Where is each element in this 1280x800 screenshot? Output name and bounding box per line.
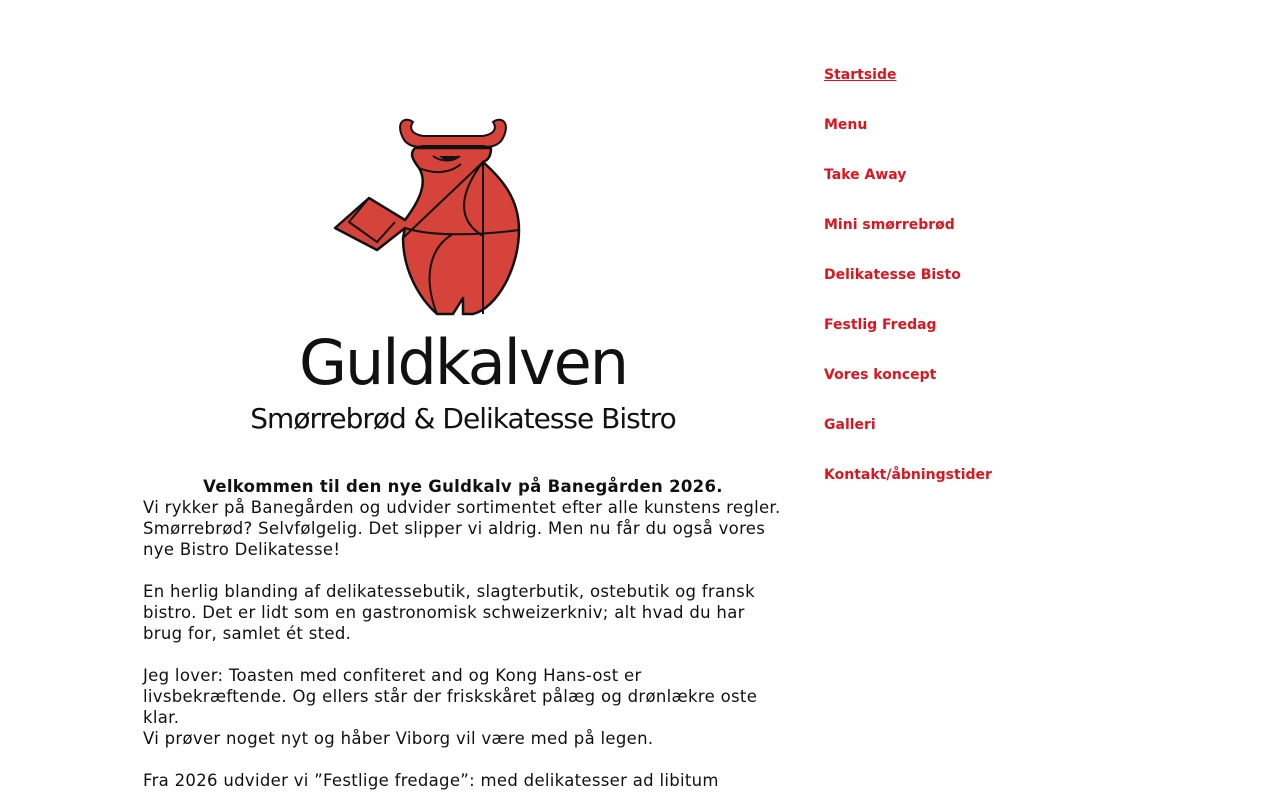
paragraph-2: En herlig blanding af delikatessebutik, slagterbutik, ostebutik og fransk bistro. Det er lidt som en gastronomisk schweizerkniv; alt hvad du har brug for, samlet ét sted.: [143, 582, 755, 643]
nav-item-take-away[interactable]: Take Away: [824, 167, 907, 183]
nav-item-festlig-fredag[interactable]: Festlig Fredag: [824, 317, 937, 333]
nav-item-vores-koncept[interactable]: Vores koncept: [824, 367, 937, 383]
nav-item-menu[interactable]: Menu: [824, 117, 868, 133]
main-content: [143, 0, 783, 800]
calf-logo-icon: [333, 118, 533, 318]
logo: [250, 110, 676, 450]
welcome-heading: Velkommen til den nye Guldkalv på Banegården 2026.: [203, 477, 723, 496]
welcome-text: [143, 476, 783, 791]
nav-item-mini-smorrebrod[interactable]: Mini smørrebrød: [824, 217, 955, 233]
brand-tagline: Smørrebrød & Delikatesse Bistro: [250, 402, 676, 435]
main-nav: [824, 64, 1124, 514]
paragraph-5: Fra 2026 udvider vi ”Festlige fredage”: med delikatesser ad libitum: [143, 771, 719, 790]
nav-item-delikatesse-bisto[interactable]: Delikatesse Bisto: [824, 267, 961, 283]
brand-name: Guldkalven: [298, 326, 628, 399]
paragraph-4: Vi prøver noget nyt og håber Viborg vil være med på legen.: [143, 729, 654, 748]
paragraph-3: Jeg lover: Toasten med confiteret and og Kong Hans-ost er livsbekræftende. Og ellers står der friskskåret pålæg og drønlækre oste klar.: [143, 666, 758, 727]
nav-item-kontakt[interactable]: Kontakt/åbningstider: [824, 467, 992, 483]
nav-item-startside[interactable]: Startside: [824, 67, 897, 83]
nav-item-galleri[interactable]: Galleri: [824, 417, 876, 433]
paragraph-1: Vi rykker på Banegården og udvider sortimentet efter alle kunstens regler. Smørrebrød? Selvfølgelig. Det slipper vi aldrig. Men nu får du også vores nye Bistro Delikatesse!: [143, 498, 781, 559]
